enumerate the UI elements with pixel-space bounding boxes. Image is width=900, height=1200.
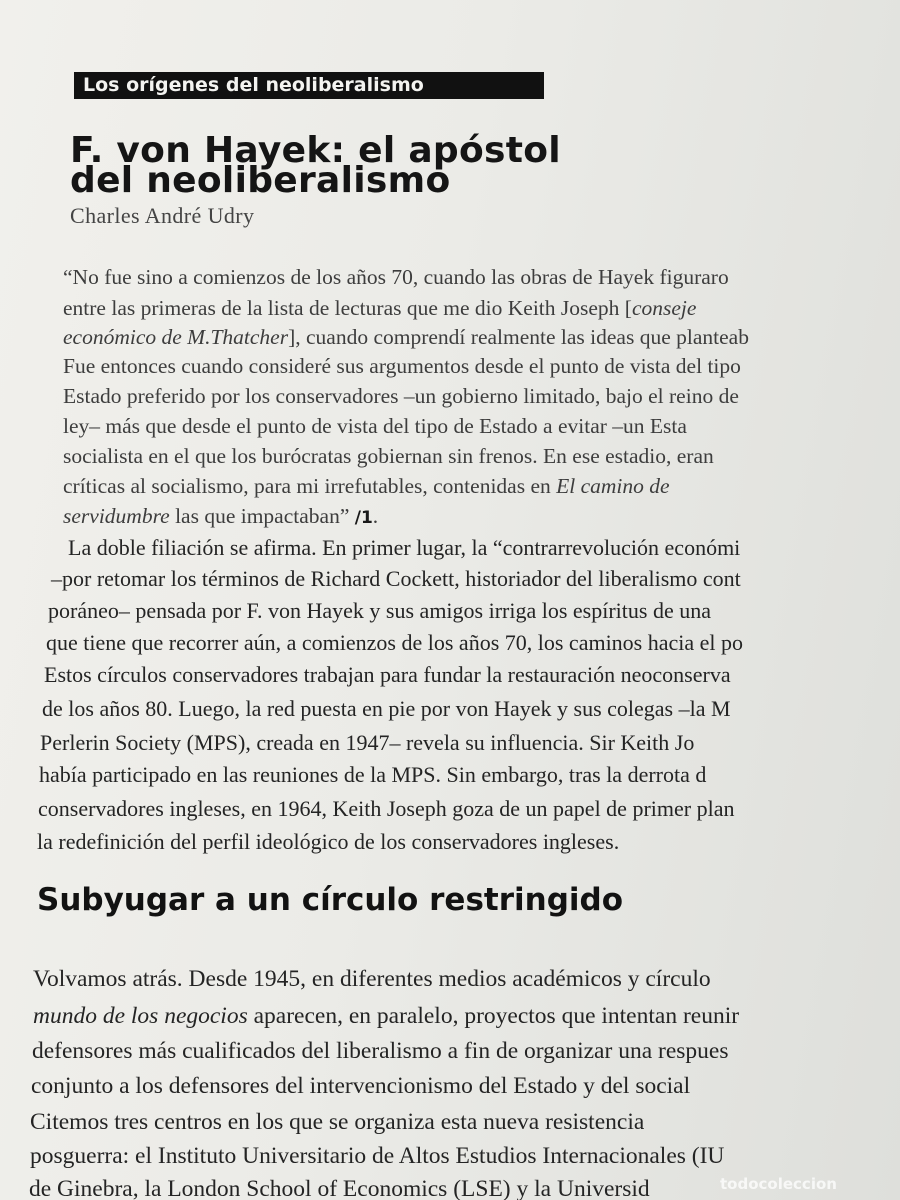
body-line: que tiene que recorrer aún, a comienzos de los años 70, los caminos hacia el po [46, 630, 744, 655]
section-kicker: Los orígenes del neoliberalismo [74, 72, 544, 99]
article-headline [70, 130, 561, 201]
section-line: de Ginebra, la London School of Economics (LSE) y la Universid [29, 1176, 650, 1200]
body-line: Perlerin Society (MPS), creada en 1947– revela su influencia. Sir Keith Jo [40, 730, 695, 755]
quote-line [63, 296, 696, 321]
section-heading: Subyugar a un círculo restringido [37, 882, 624, 918]
section-line: defensores más cualificados del liberalismo a fin de organizar una respues [32, 1038, 729, 1064]
quote-line: socialista en el que los burócratas gobiernan sin frenos. En ese estadio, eran [63, 444, 714, 468]
quote-italic: conseje [631, 296, 697, 320]
body-line: –por retomar los términos de Richard Cockett, historiador del liberalismo cont [51, 566, 741, 591]
section-line: Volvamos atrás. Desde 1945, en diferentes medios académicos y círculo [33, 966, 711, 992]
quote-line [63, 504, 378, 529]
body-line: La doble filiación se afirma. En primer lugar, la “contrarrevolución económi [68, 535, 741, 560]
quote-italic: servidumbre [63, 504, 170, 528]
footnote-ref: /1 [354, 508, 373, 528]
quote-italic: El camino de [556, 474, 670, 498]
quote-line [63, 325, 749, 350]
quote-line [63, 474, 670, 499]
body-line: de los años 80. Luego, la red puesta en pie por von Hayek y sus colegas –la M [42, 696, 731, 721]
quote-text: . [372, 504, 379, 528]
watermark: todocoleccion [720, 1175, 837, 1193]
section-line [33, 1003, 739, 1030]
headline-line-2: del neoliberalismo [70, 160, 451, 201]
body-line: poráneo– pensada por F. von Hayek y sus amigos irriga los espíritus de una [48, 598, 711, 623]
section-line: posguerra: el Instituto Universitario de Altos Estudios Internacionales (IU [30, 1143, 725, 1169]
headline-line-1: F. von Hayek: el apóstol [70, 130, 561, 171]
author-byline: Charles André Udry [70, 203, 255, 228]
quote-line: Fue entonces cuando consideré sus argumentos desde el punto de vista del tipo [63, 354, 741, 378]
body-line: Estos círculos conservadores trabajan para fundar la restauración neoconserva [44, 662, 731, 687]
quote-text: las que impactaban” [169, 504, 355, 528]
body-line: conservadores ingleses, en 1964, Keith Joseph goza de un papel de primer plan [38, 796, 735, 821]
quote-text: críticas al socialismo, para mi irrefutables, contenidas en [63, 474, 557, 498]
quote-text: entre las primeras de la lista de lecturas que me dio Keith Joseph [ [63, 296, 632, 320]
section-line: Citemos tres centros en los que se organiza esta nueva resistencia [30, 1109, 645, 1135]
quote-italic: económico de M.Thatcher [63, 325, 289, 349]
section-italic: mundo de los negocios [33, 1003, 248, 1029]
quote-line: Estado preferido por los conservadores –un gobierno limitado, bajo el reino de [63, 384, 739, 408]
body-line: la redefinición del perfil ideológico de los conservadores ingleses. [37, 829, 620, 854]
quote-line: “No fue sino a comienzos de los años 70, cuando las obras de Hayek figuraro [63, 265, 729, 289]
body-line: había participado en las reuniones de la MPS. Sin embargo, tras la derrota d [39, 762, 707, 787]
quote-line: ley– más que desde el punto de vista del tipo de Estado a evitar –un Esta [63, 414, 687, 438]
quote-text: ], cuando comprendí realmente las ideas que planteab [288, 325, 749, 349]
section-line: conjunto a los defensores del intervencionismo del Estado y del social [31, 1073, 691, 1099]
section-text: aparecen, en paralelo, proyectos que intentan reunir [247, 1003, 740, 1029]
